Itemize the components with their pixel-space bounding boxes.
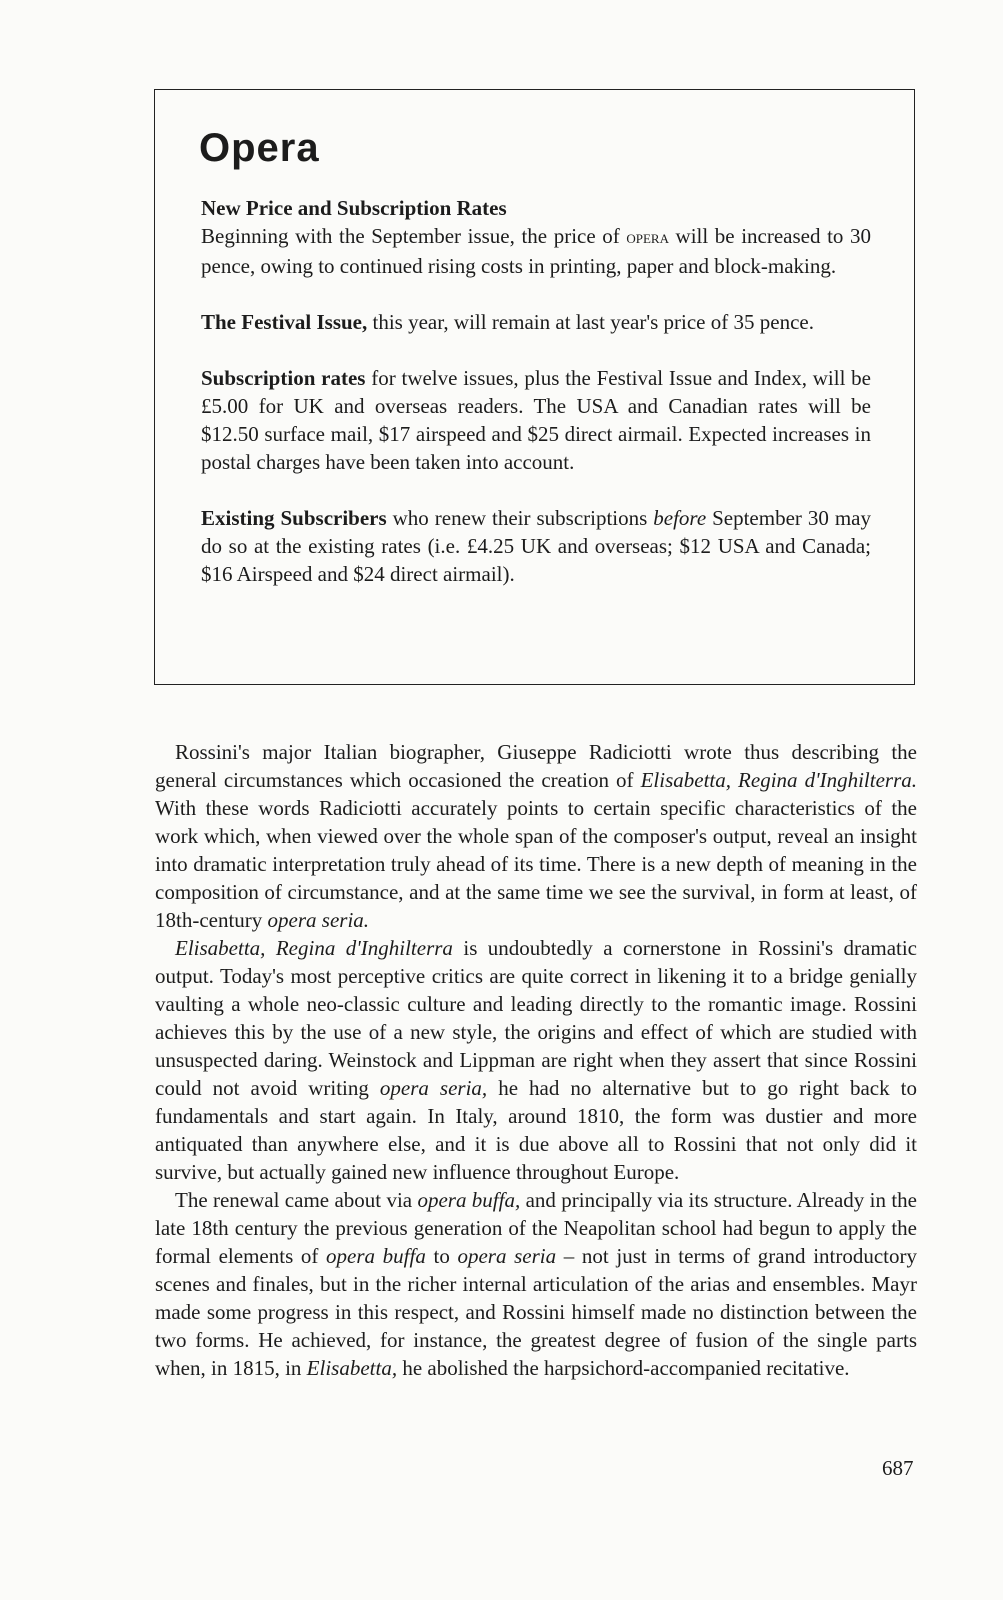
article-body bbox=[155, 738, 917, 1382]
article-paragraph-2: Elisabetta, Regina d'Inghilterra is undoubtedly a cornerstone in Rossini's dramatic output. Today's most perceptive critics are quite correct in likening it to a bridge genially vaulting a whole neo-classic culture and leading directly to the romantic image. Rossini achieves this by the use of a new style, the origins and effect of which are studied with unsuspected daring. Weinstock and Lippman are right when they assert that since Rossini could not avoid writing opera seria, he had no alternative but to go right back to fundamentals and start again. In Italy, around 1810, the form was dustier and more antiquated than anywhere else, and it is due above all to Rossini that not only did it survive, but actually gained new influence throughout Europe. bbox=[155, 936, 918, 1184]
notice-body bbox=[201, 194, 871, 616]
notice-paragraph-existing: Existing Subscribers who renew their subscriptions before September 30 may do so at the existing rates (i.e. £4.25 UK and overseas; $12 USA and Canada; $16 Airspeed and $24 direct airmail). bbox=[201, 506, 871, 586]
notice-title: Opera bbox=[199, 126, 320, 170]
notice-paragraph-festival: The Festival Issue, this year, will remain at last year's price of 35 pence. bbox=[201, 310, 814, 334]
notice-heading: New Price and Subscription Rates bbox=[201, 196, 507, 220]
subscription-notice-box bbox=[154, 89, 915, 685]
opera-smallcaps: opera bbox=[626, 227, 669, 248]
notice-paragraph-subscription: Subscription rates for twelve issues, plus the Festival Issue and Index, will be £5.00 for UK and overseas readers. The USA and Canadian rates will be $12.50 surface mail, $17 airspeed and $25 direct airmail. Expected increases in postal charges have been taken into account. bbox=[201, 366, 871, 474]
article-paragraph-3: The renewal came about via opera buffa, and principally via its structure. Already in the late 18th century the previous generation of the Neapolitan school had begun to apply the formal elements of opera buffa to opera seria – not just in terms of grand introductory scenes and finales, but in the richer internal articulation of the arias and ensembles. Mayr made some progress in this respect, and Rossini himself made no distinction between the two forms. He achieved, for instance, the greatest degree of fusion of the single parts when, in 1815, in Elisabetta, he abolished the harpsichord-accompanied recitative. bbox=[155, 1188, 918, 1380]
notice-paragraph-price: New Price and Subscription Rates Beginning with the September issue, the price of opera will be increased to 30 pence, owing to continued rising costs in printing, paper and block-making. bbox=[201, 196, 871, 278]
article-paragraph-1: Rossini's major Italian biographer, Giuseppe Radiciotti wrote thus describing the general circumstances which occasioned the creation of Elisabetta, Regina d'Inghilterra. With these words Radiciotti accurately points to certain specific characteristics of the work which, when viewed over the whole span of the composer's output, reveal an insight into dramatic interpretation truly ahead of its time. There is a new depth of meaning in the composition of circumstance, and at the same time we see the survival, in form at least, of 18th-century opera seria. bbox=[155, 740, 918, 932]
page-number: 687 bbox=[882, 1456, 914, 1480]
